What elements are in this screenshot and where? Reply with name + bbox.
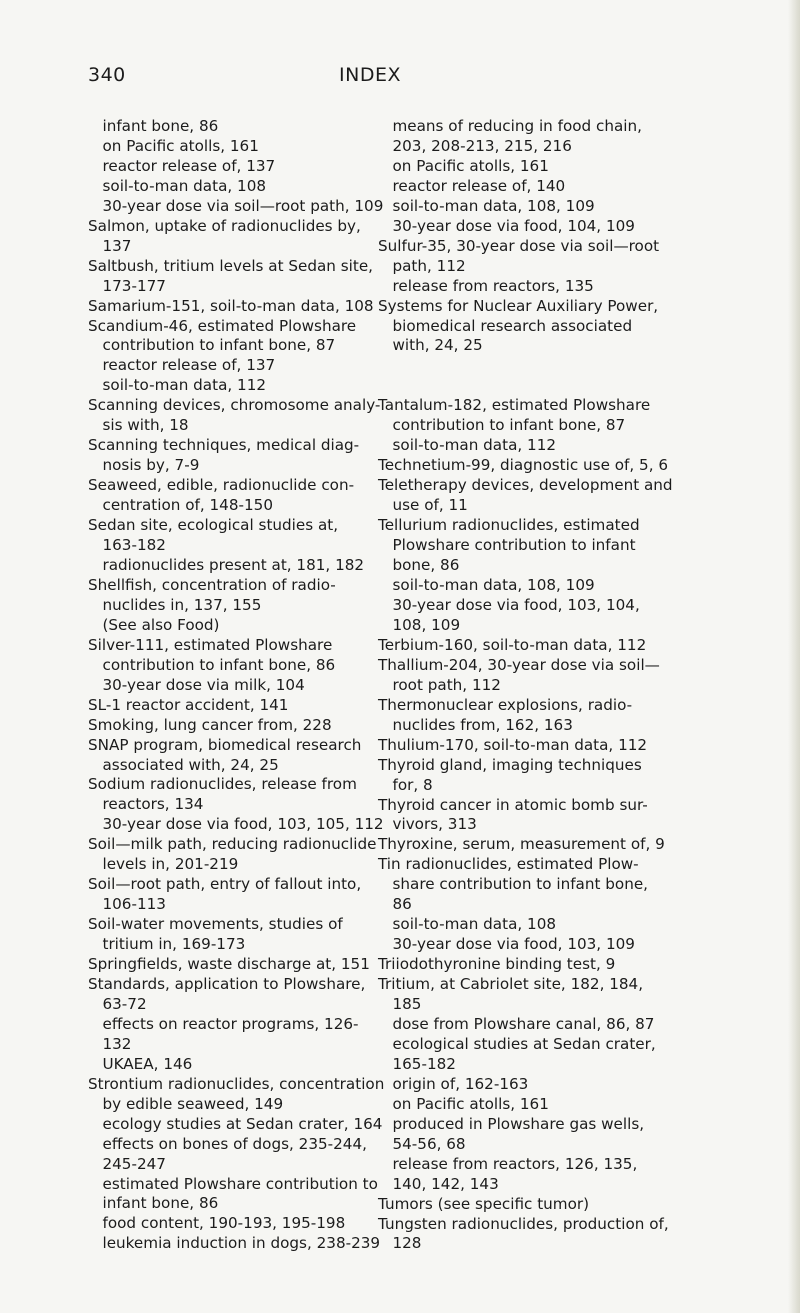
index-entry-line: levels in, 201-219 xyxy=(88,855,239,874)
index-entry-line: contribution to infant bone, 86 xyxy=(88,655,336,674)
index-entry-line: Thyroxine, serum, measurement of, 9 xyxy=(378,835,665,854)
index-entry-line: food content, 190-193, 195-198 xyxy=(88,1214,346,1233)
index-entry-line: soil-to-man data, 112 xyxy=(88,376,267,395)
index-entry-line: 173-177 xyxy=(88,276,166,295)
index-entry-line: Tantalum-182, estimated Plowshare xyxy=(378,396,651,415)
index-entry-line: on Pacific atolls, 161 xyxy=(88,136,259,155)
index-entry-line: UKAEA, 146 xyxy=(88,1054,193,1073)
index-entry-line: Tumors (see specific tumor) xyxy=(378,1194,590,1213)
index-entry-line: estimated Plowshare contribution to xyxy=(88,1174,378,1193)
index-entry-line: use of, 11 xyxy=(378,496,468,515)
index-entry-line: Thulium-170, soil-to-man data, 112 xyxy=(378,735,648,754)
index-entry-line: with, 24, 25 xyxy=(378,336,483,355)
index-entry-line: tritium in, 169-173 xyxy=(88,935,246,954)
index-entry-line: 30-year dose via food, 103, 105, 112 xyxy=(88,815,384,834)
index-entry-line: infant bone, 86 xyxy=(88,1194,219,1213)
index-block-s-continued xyxy=(378,117,738,356)
index-entry-line: Thermonuclear explosions, radio- xyxy=(378,695,633,714)
index-entry-line: 30-year dose via food, 103, 104, xyxy=(378,595,640,614)
index-entry-line: 30-year dose via soil—root path, 109 xyxy=(88,196,384,215)
index-entry-line: Standards, application to Plowshare, xyxy=(88,974,366,993)
page-number: 340 xyxy=(88,64,126,86)
index-entry-line: soil-to-man data, 108, 109 xyxy=(378,576,595,595)
index-entry-line: nuclides from, 162, 163 xyxy=(378,715,573,734)
index-entry-line: Tritium, at Cabriolet site, 182, 184, xyxy=(378,975,644,994)
index-entry-line: Soil-water movements, studies of xyxy=(88,915,343,934)
index-entry-line: 54-56, 68 xyxy=(378,1134,466,1153)
index-entry-line: 128 xyxy=(378,1234,422,1253)
index-entry-line: vivors, 313 xyxy=(378,815,477,834)
index-entry-line: radionuclides present at, 181, 182 xyxy=(88,555,365,574)
index-entry-line: reactors, 134 xyxy=(88,795,204,814)
index-entry-line: ecological studies at Sedan crater, xyxy=(378,1034,656,1053)
index-entry-line: 30-year dose via food, 104, 109 xyxy=(378,216,635,235)
index-entry-line: on Pacific atolls, 161 xyxy=(378,1094,549,1113)
index-entry-line: 132 xyxy=(88,1034,132,1053)
index-entry-line: share contribution to infant bone, xyxy=(378,875,648,894)
index-entry-line: Thallium-204, 30-year dose via soil— xyxy=(378,655,660,674)
index-entry-line: Shellfish, concentration of radio- xyxy=(88,575,336,594)
index-entry-line: 106-113 xyxy=(88,895,166,914)
index-entry-line: 137 xyxy=(88,236,132,255)
index-entry-line: 30-year dose via milk, 104 xyxy=(88,675,305,694)
index-entry-line: Saltbush, tritium levels at Sedan site, xyxy=(88,256,374,275)
page-edge-shadow xyxy=(788,0,800,1313)
index-entry-line: Sedan site, ecological studies at, xyxy=(88,516,339,535)
index-entry-line: reactor release of, 137 xyxy=(88,156,276,175)
index-entry-line: nuclides in, 137, 155 xyxy=(88,595,262,614)
index-entry-line: soil-to-man data, 112 xyxy=(378,436,557,455)
index-entry-line: 245-247 xyxy=(88,1154,166,1173)
index-entry-line: 185 xyxy=(378,995,422,1014)
index-entry-line: Scandium-46, estimated Plowshare xyxy=(88,316,357,335)
index-entry-line: Salmon, uptake of radionuclides by, xyxy=(88,216,361,235)
index-entry-line: soil-to-man data, 108 xyxy=(88,176,267,195)
index-entry-line: Thyroid gland, imaging techniques xyxy=(378,755,642,774)
index-entry-line: Scanning techniques, medical diag- xyxy=(88,436,360,455)
index-entry-line: 86 xyxy=(378,895,412,914)
index-entry-line: release from reactors, 126, 135, xyxy=(378,1154,638,1173)
index-entry-line: associated with, 24, 25 xyxy=(88,755,279,774)
index-entry-line: for, 8 xyxy=(378,775,433,794)
index-column-right xyxy=(378,117,738,1254)
index-entry-line: biomedical research associated xyxy=(378,316,633,335)
section-gap xyxy=(378,356,738,396)
index-entry-line: Teletherapy devices, development and xyxy=(378,476,673,495)
index-entry-line: produced in Plowshare gas wells, xyxy=(378,1114,645,1133)
index-entry-line: Seaweed, edible, radionuclide con- xyxy=(88,476,355,495)
index-entry-line: soil-to-man data, 108 xyxy=(378,915,557,934)
index-entry-line: Sodium radionuclides, release from xyxy=(88,775,357,794)
index-entry-line: ecology studies at Sedan crater, 164 xyxy=(88,1114,383,1133)
index-entry-line: Soil—milk path, reducing radionuclide xyxy=(88,835,377,854)
index-entry-line: centration of, 148-150 xyxy=(88,496,273,515)
index-entry-line: reactor release of, 140 xyxy=(378,176,566,195)
index-entry-line: Tin radionuclides, estimated Plow- xyxy=(378,855,639,874)
index-entry-line: bone, 86 xyxy=(378,556,460,575)
index-entry-line: SL-1 reactor accident, 141 xyxy=(88,695,289,714)
index-entry-line: Terbium-160, soil-to-man data, 112 xyxy=(378,635,647,654)
index-entry-line: origin of, 162-163 xyxy=(378,1074,529,1093)
index-entry-line: 30-year dose via food, 103, 109 xyxy=(378,935,635,954)
index-column-left xyxy=(88,117,408,1254)
index-entry-line: by edible seaweed, 149 xyxy=(88,1094,284,1113)
index-entry-line: Plowshare contribution to infant xyxy=(378,536,636,555)
index-block-t xyxy=(378,396,738,1254)
index-entry-line: contribution to infant bone, 87 xyxy=(88,336,336,355)
index-entry-line: Tellurium radionuclides, estimated xyxy=(378,516,640,535)
index-entry-line: 140, 142, 143 xyxy=(378,1174,499,1193)
index-entry-line: root path, 112 xyxy=(378,675,501,694)
index-entry-line: soil-to-man data, 108, 109 xyxy=(378,196,595,215)
index-entry-line: sis with, 18 xyxy=(88,416,189,435)
index-entry-line: nosis by, 7-9 xyxy=(88,456,200,475)
index-entry-line: Samarium-151, soil-to-man data, 108 xyxy=(88,296,374,315)
index-entry-line: effects on reactor programs, 126- xyxy=(88,1014,359,1033)
index-entry-line: Systems for Nuclear Auxiliary Power, xyxy=(378,296,659,315)
index-entry-line: SNAP program, biomedical research xyxy=(88,735,362,754)
index-entry-line: leukemia induction in dogs, 238-239 xyxy=(88,1234,381,1253)
index-entry-line: means of reducing in food chain, xyxy=(378,117,642,135)
index-entry-line: infant bone, 86 xyxy=(88,117,219,135)
index-entry-line: effects on bones of dogs, 235-244, xyxy=(88,1134,367,1153)
index-entry-line: Technetium-99, diagnostic use of, 5, 6 xyxy=(378,456,669,475)
index-entry-line: (See also Food) xyxy=(88,615,220,634)
index-entry-line: Silver-111, estimated Plowshare xyxy=(88,635,333,654)
index-entry-line: 165-182 xyxy=(378,1054,456,1073)
index-entry-line: 63-72 xyxy=(88,994,147,1013)
running-head: INDEX xyxy=(339,64,401,86)
index-entry-line: Smoking, lung cancer from, 228 xyxy=(88,715,332,734)
index-entry-line: 108, 109 xyxy=(378,615,461,634)
index-entry-line: path, 112 xyxy=(378,256,466,275)
index-entry-line: Scanning devices, chromosome analy- xyxy=(88,396,381,415)
index-entry-line: contribution to infant bone, 87 xyxy=(378,416,626,435)
index-entry-line: Thyroid cancer in atomic bomb sur- xyxy=(378,795,648,814)
index-entry-line: Springfields, waste discharge at, 151 xyxy=(88,955,370,974)
index-entry-line: Triiodothyronine binding test, 9 xyxy=(378,955,616,974)
index-entry-line: reactor release of, 137 xyxy=(88,356,276,375)
index-entry-line: 163-182 xyxy=(88,536,166,555)
index-entry-line: 203, 208-213, 215, 216 xyxy=(378,136,572,155)
index-entry-line: Sulfur-35, 30-year dose via soil—root xyxy=(378,236,660,255)
index-entry-line: Soil—root path, entry of fallout into, xyxy=(88,875,362,894)
index-entry-line: Tungsten radionuclides, production of, xyxy=(378,1214,669,1233)
index-entry-line: dose from Plowshare canal, 86, 87 xyxy=(378,1014,655,1033)
index-entry-line: on Pacific atolls, 161 xyxy=(378,156,549,175)
index-entry-line: Strontium radionuclides, concentration xyxy=(88,1074,385,1093)
index-entry-line: release from reactors, 135 xyxy=(378,276,594,295)
